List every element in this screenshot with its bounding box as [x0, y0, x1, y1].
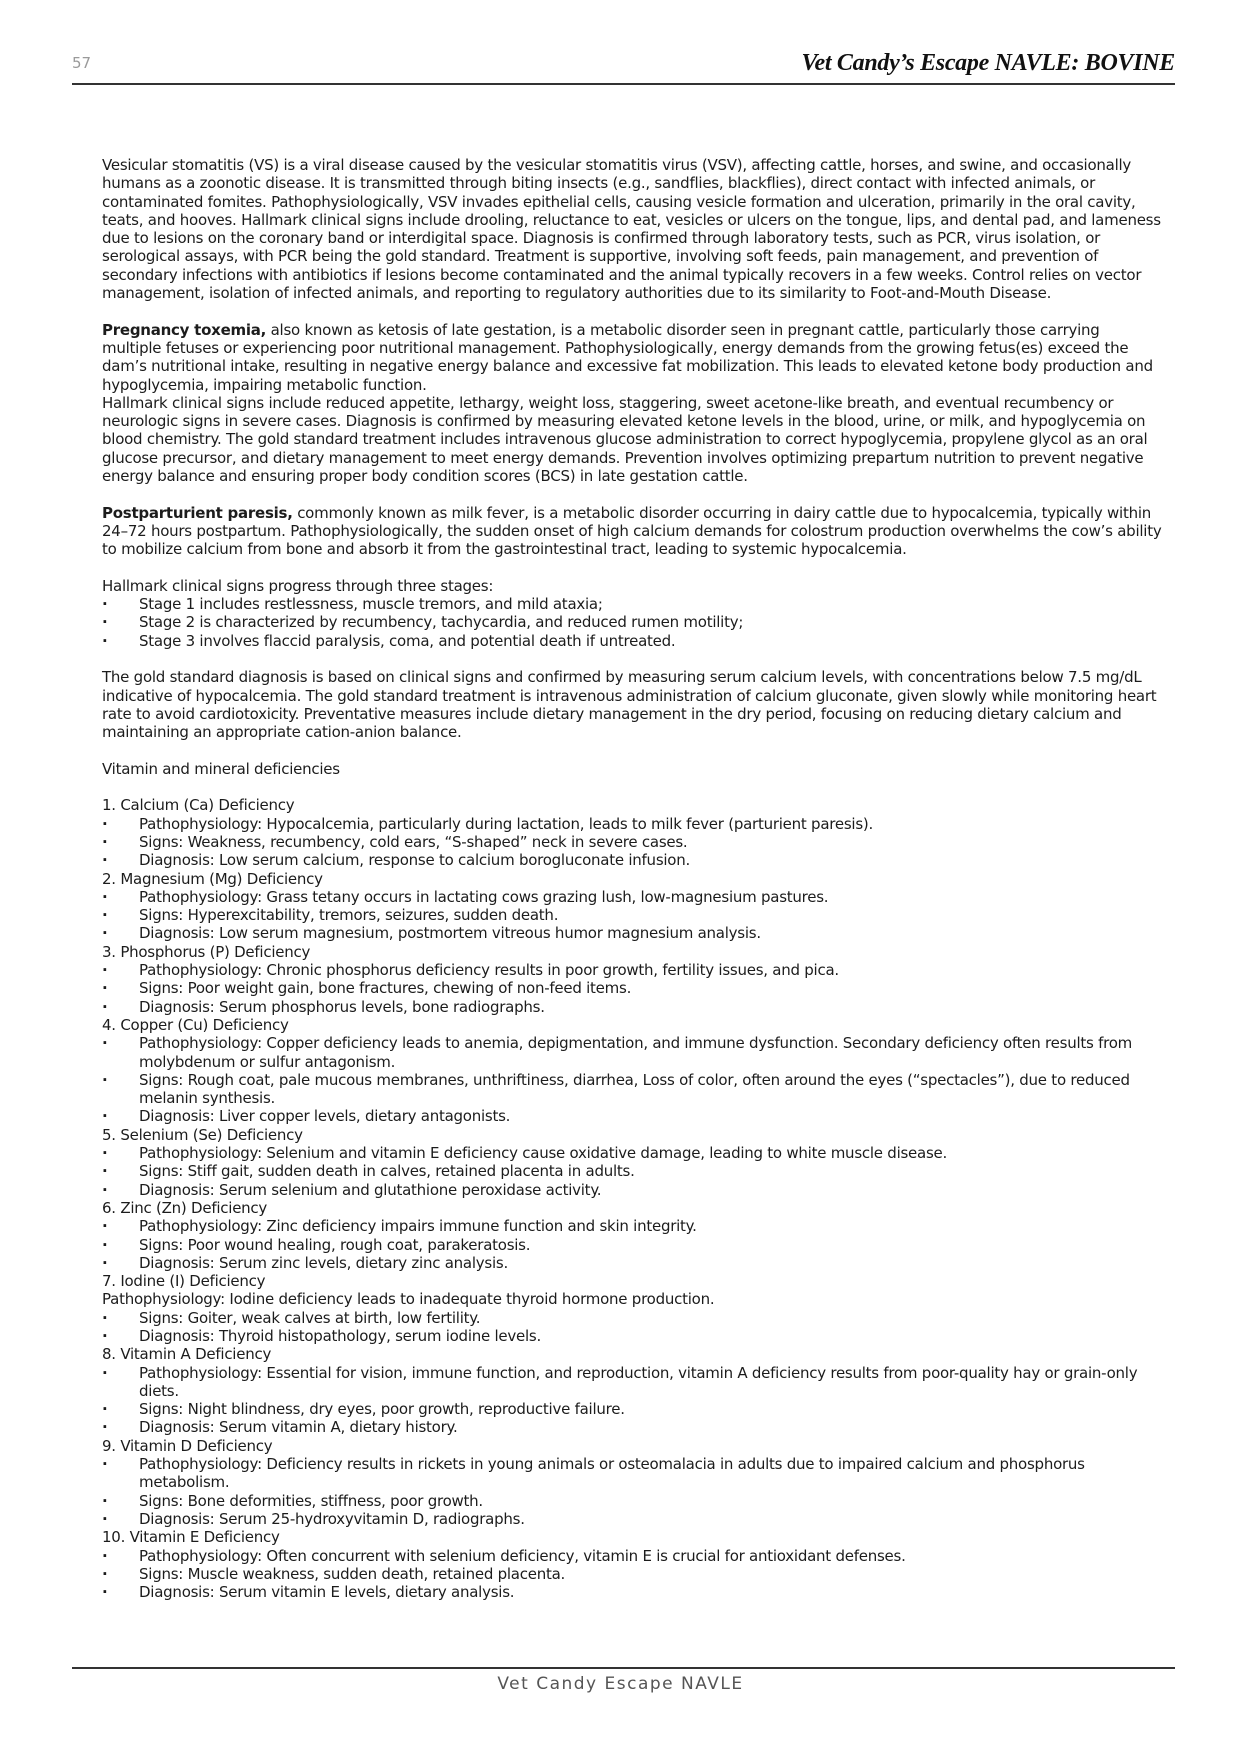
deficiency-line: · Signs: Hyperexcitability, tremors, seizures, sudden death. [102, 906, 1162, 924]
deficiency-line: · Pathophysiology: Chronic phosphorus deficiency results in poor growth, fertility issues, and pica. [102, 961, 1162, 979]
pregnancy-toxemia-text: also known as ketosis of late gestation, is a metabolic disorder seen in pregnant cattle, particularly those carrying multiple fetuses or experiencing poor nutritional management. Pathophysiologically, energy demands from the growing fetus(es) exceed the dam’s nutritional intake, resulting in negative energy balance and excessive fat mobilization. This leads to elevated ketone body production and hypoglycemia, impairing metabolic function. [102, 320, 1153, 394]
deficiency-title: 9. Vitamin D Deficiency [102, 1436, 273, 1455]
deficiency-title: 7. Iodine (I) Deficiency [102, 1272, 266, 1291]
postparturient-paresis-paragraph [102, 504, 1162, 559]
deficiency-line: · Pathophysiology: Copper deficiency leads to anemia, depigmentation, and immune dysfunction. Secondary deficiency often results from molybdenum or sulfur antagonism. [102, 1034, 1162, 1071]
deficiency-title: 8. Vitamin A Deficiency [102, 1345, 272, 1364]
deficiency-line: · Signs: Night blindness, dry eyes, poor growth, reproductive failure. [102, 1400, 1162, 1418]
deficiency-line: · Diagnosis: Low serum magnesium, postmortem vitreous humor magnesium analysis. [102, 924, 1162, 942]
postparturient-paresis-text: commonly known as milk fever, is a metabolic disorder occurring in dairy cattle due to hypocalcemia, typically within 24–72 hours postpartum. Pathophysiologically, the sudden onset of high calcium demands for colostrum production overwhelms the cow’s ability to mobilize calcium from bone and absorb it from the gastrointestinal tract, leading to systemic hypocalcemia. [102, 503, 1162, 559]
deficiency-line: · Pathophysiology: Often concurrent with selenium deficiency, vitamin E is crucial for antioxidant defenses. [102, 1547, 1162, 1565]
header-rule [72, 83, 1175, 85]
deficiency-line: · Signs: Bone deformities, stiffness, poor growth. [102, 1492, 1162, 1510]
page-content [102, 156, 1162, 1601]
vitamin-mineral-heading: Vitamin and mineral deficiencies [102, 759, 340, 778]
deficiency-line: · Diagnosis: Liver copper levels, dietary antagonists. [102, 1107, 1162, 1125]
deficiency-plain-line: Pathophysiology: Iodine deficiency leads to inadequate thyroid hormone production. [102, 1290, 715, 1309]
deficiency-line: · Diagnosis: Serum zinc levels, dietary zinc analysis. [102, 1254, 1162, 1272]
page-number: 57 [72, 54, 92, 72]
deficiency-list [102, 796, 1162, 1601]
deficiency-line: · Signs: Goiter, weak calves at birth, low fertility. [102, 1309, 1162, 1327]
running-header-title: Vet Candy’s Escape NAVLE: BOVINE [801, 50, 1175, 76]
deficiency-line: · Pathophysiology: Grass tetany occurs in lactating cows grazing lush, low-magnesium pastures. [102, 888, 1162, 906]
deficiency-title: 6. Zinc (Zn) Deficiency [102, 1198, 268, 1217]
deficiency-line: · Signs: Poor wound healing, rough coat, parakeratosis. [102, 1236, 1162, 1254]
deficiency-line: · Diagnosis: Serum vitamin A, dietary history. [102, 1418, 1162, 1436]
pregnancy-toxemia-signs-paragraph: Hallmark clinical signs include reduced appetite, lethargy, weight loss, staggering, sweet acetone-like breath, and eventual recumbency or neurologic signs in severe cases. Diagnosis is confirmed by measuring elevated ketone levels in the blood, urine, or milk, and hypoglycemia on blood chemistry. The gold standard treatment includes intravenous glucose administration to correct hypoglycemia, propylene glycol as an oral glucose precursor, and dietary management to meet energy demands. Prevention involves optimizing prepartum nutrition to prevent negative energy balance and ensuring proper body condition scores (BCS) in late gestation cattle. [102, 393, 1148, 486]
deficiency-line: · Signs: Stiff gait, sudden death in calves, retained placenta in adults. [102, 1162, 1162, 1180]
stage-item: · Stage 2 is characterized by recumbency, tachycardia, and reduced rumen motility; [102, 613, 1162, 631]
deficiency-line: · Pathophysiology: Essential for vision, immune function, and reproduction, vitamin A deficiency results from poor-quality hay or grain-only diets. [102, 1364, 1162, 1401]
deficiency-title: 2. Magnesium (Mg) Deficiency [102, 869, 323, 888]
deficiency-title: 10. Vitamin E Deficiency [102, 1528, 280, 1547]
deficiency-title: 3. Phosphorus (P) Deficiency [102, 942, 311, 961]
footer-rule [72, 1667, 1175, 1669]
deficiency-line: · Pathophysiology: Deficiency results in rickets in young animals or osteomalacia in adults due to impaired calcium and phosphorus metabolism. [102, 1455, 1162, 1492]
deficiency-line: · Pathophysiology: Zinc deficiency impairs immune function and skin integrity. [102, 1217, 1162, 1235]
deficiency-title: 4. Copper (Cu) Deficiency [102, 1015, 289, 1034]
deficiency-line: · Diagnosis: Thyroid histopathology, serum iodine levels. [102, 1327, 1162, 1345]
deficiency-line: · Diagnosis: Low serum calcium, response to calcium borogluconate infusion. [102, 851, 1162, 869]
stage-item: · Stage 3 involves flaccid paralysis, coma, and potential death if untreated. [102, 632, 1162, 650]
deficiency-line: · Diagnosis: Serum selenium and glutathione peroxidase activity. [102, 1181, 1162, 1199]
deficiency-line: · Diagnosis: Serum 25-hydroxyvitamin D, radiographs. [102, 1510, 1162, 1528]
milk-fever-diagnosis-paragraph: The gold standard diagnosis is based on clinical signs and confirmed by measuring serum calcium levels, with concentrations below 7.5 mg/dL indicative of hypocalcemia. The gold standard treatment is intravenous administration of calcium gluconate, given slowly while monitoring heart rate to avoid cardiotoxicity. Preventative measures include dietary management in the dry period, focusing on reducing dietary calcium and maintaining an appropriate cation-anion balance. [102, 668, 1157, 742]
deficiency-line: · Pathophysiology: Selenium and vitamin E deficiency cause oxidative damage, leading to white muscle disease. [102, 1144, 1162, 1162]
deficiency-line: · Signs: Rough coat, pale mucous membranes, unthriftiness, diarrhea, Loss of color, often around the eyes (“spectacles”), due to reduced melanin synthesis. [102, 1071, 1162, 1108]
deficiency-title: 5. Selenium (Se) Deficiency [102, 1125, 303, 1144]
pregnancy-toxemia-term: Pregnancy toxemia, [102, 320, 267, 339]
postparturient-paresis-term: Postparturient paresis, [102, 503, 293, 522]
stages-intro: Hallmark clinical signs progress through three stages: [102, 576, 494, 595]
deficiency-line: · Signs: Poor weight gain, bone fractures, chewing of non-feed items. [102, 979, 1162, 997]
stages-list [102, 595, 1162, 650]
pregnancy-toxemia-paragraph [102, 321, 1162, 394]
deficiency-title: 1. Calcium (Ca) Deficiency [102, 796, 295, 815]
footer-text: Vet Candy Escape NAVLE [497, 1674, 744, 1694]
deficiency-line: · Signs: Weakness, recumbency, cold ears, “S-shaped” neck in severe cases. [102, 833, 1162, 851]
deficiency-line: · Pathophysiology: Hypocalcemia, particularly during lactation, leads to milk fever (parturient paresis). [102, 815, 1162, 833]
deficiency-line: · Signs: Muscle weakness, sudden death, retained placenta. [102, 1565, 1162, 1583]
deficiency-line: · Diagnosis: Serum vitamin E levels, dietary analysis. [102, 1583, 1162, 1601]
deficiency-line: · Diagnosis: Serum phosphorus levels, bone radiographs. [102, 998, 1162, 1016]
vesicular-stomatitis-paragraph: Vesicular stomatitis (VS) is a viral disease caused by the vesicular stomatitis virus (VSV), affecting cattle, horses, and swine, and occasionally humans as a zoonotic disease. It is transmitted through biting insects (e.g., sandflies, blackflies), direct contact with infected animals, or contaminated fomites. Pathophysiologically, VSV invades epithelial cells, causing vesicle formation and ulceration, primarily in the oral cavity, teats, and hooves. Hallmark clinical signs include drooling, reluctance to eat, vesicles or ulcers on the tongue, lips, and dental pad, and lameness due to lesions on the coronary band or interdigital space. Diagnosis is confirmed through laboratory tests, such as PCR, virus isolation, or serological assays, with PCR being the gold standard. Treatment is supportive, involving soft feeds, pain management, and prevention of secondary infections with antibiotics if lesions become contaminated and the animal typically recovers in a few weeks. Control relies on vector management, isolation of infected animals, and reporting to regulatory authorities due to its similarity to Foot-and-Mouth Disease. [102, 156, 1161, 303]
stage-item: · Stage 1 includes restlessness, muscle tremors, and mild ataxia; [102, 595, 1162, 613]
